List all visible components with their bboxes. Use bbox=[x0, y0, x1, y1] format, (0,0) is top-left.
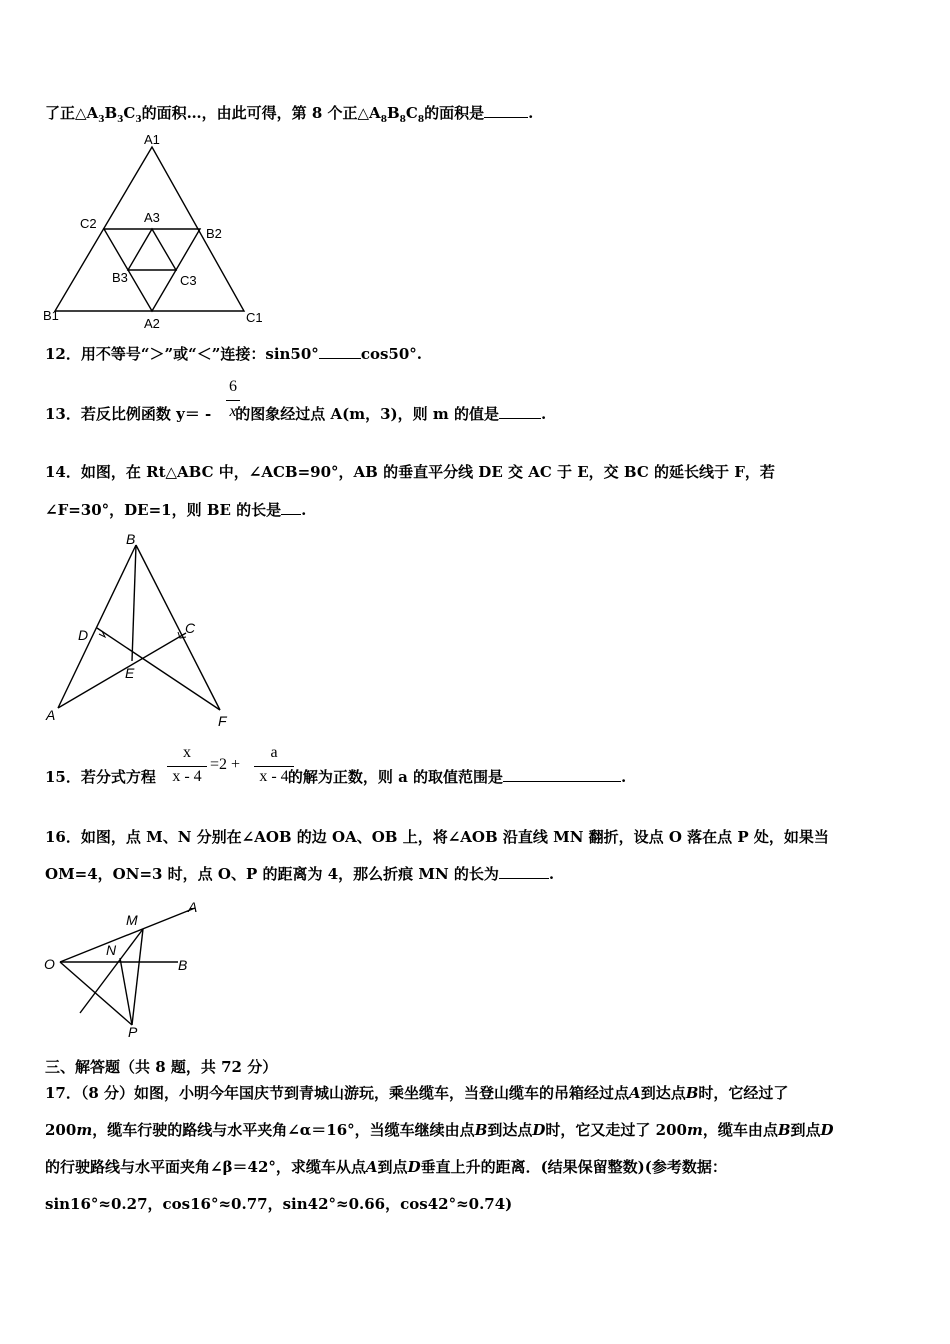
q11-intro-line bbox=[45, 103, 533, 130]
answer-blank bbox=[484, 103, 528, 118]
q17-text: ，缆车由点 bbox=[702, 1121, 778, 1139]
point-d: D bbox=[407, 1158, 421, 1176]
q14-text: ∠F=30°，DE=1，则 BE 的长是 bbox=[45, 501, 282, 519]
label-a: A bbox=[188, 899, 198, 915]
label-a2: A2 bbox=[144, 316, 160, 331]
question-17-line-1 bbox=[45, 1083, 788, 1103]
q16-text: OM=4，ON=3 时，点 O、P 的距离为 4，那么折痕 MN 的长为 bbox=[45, 865, 499, 883]
question-13 bbox=[45, 404, 546, 424]
label-c2: C2 bbox=[80, 216, 97, 231]
question-14-line-1: 14．如图，在 Rt△ABC 中，∠ACB=90°，AB 的垂直平分线 DE 交 AC 于 E，交 BC 的延长线于 F，若 bbox=[45, 463, 775, 481]
q14-text: . bbox=[301, 501, 307, 519]
label-b2: B2 bbox=[206, 226, 222, 241]
answer-blank bbox=[499, 404, 541, 419]
intro-text: C bbox=[123, 104, 136, 122]
question-14-line-2 bbox=[45, 500, 306, 520]
unit-m: m bbox=[686, 1121, 703, 1139]
answer-blank bbox=[281, 500, 301, 515]
point-d: D bbox=[532, 1121, 546, 1139]
segment-be bbox=[132, 545, 136, 661]
point-d: D bbox=[820, 1121, 834, 1139]
label-e: E bbox=[125, 665, 135, 681]
q17-text: 到达点 bbox=[640, 1084, 686, 1102]
segment-bf bbox=[136, 545, 220, 710]
label-c3: C3 bbox=[180, 273, 197, 288]
section-3-title: 三、解答题（共 8 题，共 72 分） bbox=[45, 1058, 278, 1076]
intro-text: B bbox=[386, 104, 400, 122]
subscript: 3 bbox=[98, 115, 105, 125]
segment-ab bbox=[58, 545, 136, 708]
answer-blank bbox=[503, 767, 621, 782]
label-f: F bbox=[218, 713, 227, 729]
point-b: B bbox=[474, 1121, 488, 1139]
fraction-6-over-x bbox=[222, 378, 244, 428]
fraction-bar bbox=[226, 400, 240, 401]
q15-text: 的解为正数，则 a 的取值范围是 bbox=[287, 768, 504, 786]
intro-text: . bbox=[528, 104, 534, 122]
q17-text: 的行驶路线与水平面夹角∠β＝42°，求缆车从点 bbox=[45, 1158, 366, 1176]
label-b3: B3 bbox=[112, 270, 128, 285]
q17-text: 时，它又走过了 200 bbox=[545, 1121, 687, 1139]
q15-text: 15．若分式方程 bbox=[45, 768, 156, 786]
segment-np bbox=[120, 958, 132, 1025]
label-d: D bbox=[78, 627, 89, 643]
intro-text: B bbox=[104, 104, 118, 122]
fraction-numerator: a bbox=[270, 744, 278, 761]
q17-text: ，缆车行驶的路线与水平夹角∠α＝16°，当缆车继续由点 bbox=[92, 1121, 475, 1139]
fraction-x-over-x-minus-4 bbox=[165, 744, 209, 794]
unit-m: m bbox=[76, 1121, 93, 1139]
q17-text: 时，它经过了 bbox=[698, 1084, 789, 1102]
q17-text: 到点 bbox=[790, 1121, 821, 1139]
label-n: N bbox=[106, 942, 117, 958]
label-a1: A1 bbox=[144, 132, 160, 147]
point-a: A bbox=[629, 1084, 641, 1102]
q16-text: . bbox=[548, 865, 555, 883]
intro-text: 的面积是 bbox=[424, 104, 485, 122]
fraction-denominator: x bbox=[229, 403, 237, 420]
question-17-line-4: sin16°≈0.27，cos16°≈0.77，sin42°≈0.66，cos42°≈0.74) bbox=[45, 1195, 513, 1213]
intro-text: C bbox=[405, 104, 418, 122]
q12-text: cos50°. bbox=[360, 345, 422, 363]
q17-text: 200 bbox=[45, 1121, 77, 1139]
label-a3: A3 bbox=[144, 210, 160, 225]
segment-df bbox=[97, 628, 220, 710]
answer-blank bbox=[319, 344, 361, 359]
nested-triangles-figure bbox=[40, 130, 270, 335]
question-16-line-1: 16．如图，点 M、N 分别在∠AOB 的边 OA、OB 上，将∠AOB 沿直线 MN 翻折，设点 O 落在点 P 处，如果当 bbox=[45, 828, 829, 846]
subscript: 8 bbox=[417, 115, 425, 125]
point-b: B bbox=[685, 1084, 699, 1102]
question-17-line-2 bbox=[45, 1120, 834, 1140]
q15-text: . bbox=[621, 768, 627, 786]
label-m: M bbox=[126, 912, 138, 928]
fraction-numerator: x bbox=[183, 744, 191, 761]
label-b1: B1 bbox=[43, 308, 59, 323]
q13-text: 的图象经过点 A(m，3)，则 m 的值是 bbox=[235, 405, 499, 423]
subscript: 8 bbox=[399, 115, 406, 125]
q12-text: 12．用不等号“＞”或“＜”连接：sin50° bbox=[45, 345, 319, 363]
question-17-line-3 bbox=[45, 1157, 727, 1177]
fraction-bar bbox=[254, 766, 294, 767]
fraction-denominator: x - 4 bbox=[172, 768, 202, 785]
triangle-abc-figure bbox=[40, 528, 240, 733]
answer-blank bbox=[499, 864, 549, 879]
question-16-line-2 bbox=[45, 864, 554, 884]
label-c: C bbox=[185, 620, 196, 636]
label-o: O bbox=[44, 956, 55, 972]
equation-middle: =2 + bbox=[210, 756, 241, 773]
label-b: B bbox=[126, 531, 136, 547]
subscript: 8 bbox=[380, 115, 387, 125]
q13-text: 13．若反比例函数 y＝ - bbox=[45, 405, 212, 423]
q17-text: 垂直上升的距离．(结果保留整数)(参考数据： bbox=[420, 1158, 727, 1176]
label-c1: C1 bbox=[246, 310, 263, 325]
fraction-denominator: x - 4 bbox=[259, 768, 289, 785]
q17-text: 到达点 bbox=[487, 1121, 533, 1139]
label-a: A bbox=[46, 707, 56, 723]
point-b: B bbox=[777, 1121, 791, 1139]
fraction-a-over-x-minus-4 bbox=[252, 744, 296, 794]
question-12 bbox=[45, 344, 422, 364]
q13-text: . bbox=[540, 405, 547, 423]
segment-mp bbox=[132, 929, 143, 1025]
intro-text: 了正△A bbox=[45, 104, 99, 122]
fraction-numerator: 6 bbox=[229, 378, 237, 395]
triangle-a3b3c3 bbox=[128, 229, 176, 270]
question-15 bbox=[45, 767, 626, 787]
fraction-bar bbox=[167, 766, 207, 767]
subscript: 3 bbox=[135, 115, 142, 125]
intro-text: 的面积…，由此可得，第 8 个正△A bbox=[141, 104, 381, 122]
q17-text: 到点 bbox=[377, 1158, 408, 1176]
point-a: A bbox=[365, 1158, 378, 1176]
label-b: B bbox=[178, 957, 188, 973]
q17-text: 17．（8 分）如图，小明今年国庆节到青城山游玩，乘坐缆车，当登山缆车的吊箱经过点 bbox=[45, 1084, 630, 1102]
angle-fold-figure bbox=[40, 895, 220, 1043]
segment-op bbox=[60, 962, 132, 1025]
subscript: 3 bbox=[117, 115, 124, 125]
label-p: P bbox=[128, 1024, 138, 1040]
